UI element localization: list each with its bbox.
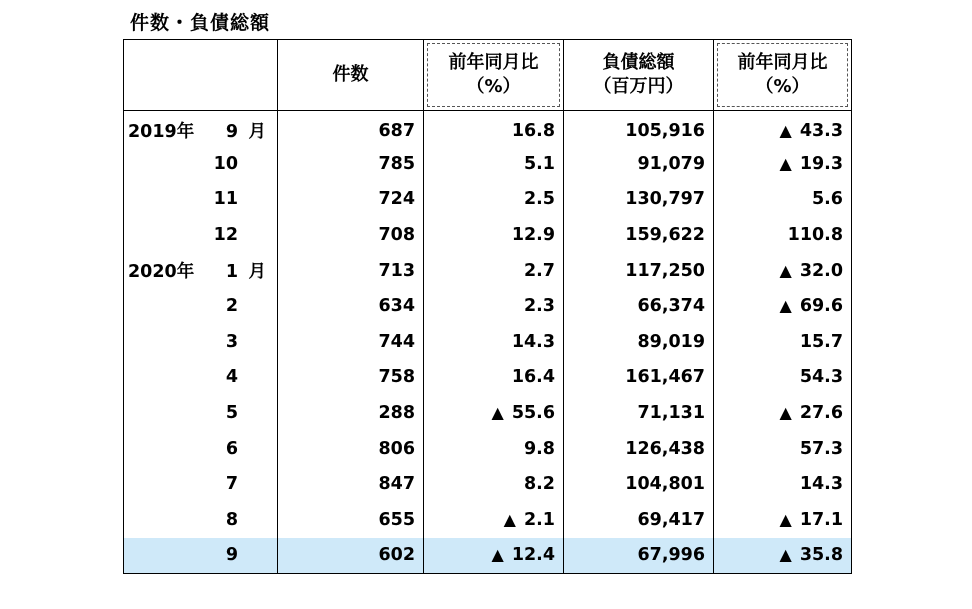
- count-yoy-cell: 2.5: [424, 182, 564, 218]
- header-debt-label: 負債総額: [602, 52, 675, 73]
- debt-yoy-cell: 57.3: [714, 431, 852, 467]
- debt-cell: 105,916: [564, 111, 714, 147]
- count-yoy-cell: 2.7: [424, 253, 564, 289]
- month-label: 7: [225, 474, 238, 495]
- table-row: [124, 431, 852, 467]
- period-cell: [124, 182, 278, 218]
- header-count: 件数: [278, 40, 424, 111]
- period-cell: [124, 253, 278, 289]
- table-row: [124, 253, 852, 289]
- debt-yoy-cell: ▲ 27.6: [714, 395, 852, 431]
- table-title: 件数・負債総額: [130, 12, 271, 34]
- count-cell: 634: [278, 288, 424, 324]
- debt-cell: 161,467: [564, 360, 714, 396]
- month-label: 6: [225, 438, 238, 459]
- month-label: 9: [225, 545, 238, 566]
- debt-cell: 91,079: [564, 146, 714, 182]
- month-label: 12: [213, 225, 238, 246]
- debt-cell: 130,797: [564, 182, 714, 218]
- year-label: 2020年: [128, 262, 195, 283]
- header-debt-yoy-unit: （%）: [755, 76, 810, 97]
- table-row: [124, 146, 852, 182]
- count-yoy-cell: 5.1: [424, 146, 564, 182]
- debt-yoy-cell: ▲ 17.1: [714, 502, 852, 538]
- month-label: 3: [225, 331, 238, 352]
- month-label: 10: [213, 153, 238, 174]
- header-count-yoy: [424, 40, 564, 111]
- debt-yoy-cell: 110.8: [714, 217, 852, 253]
- month-unit: 月: [248, 262, 266, 283]
- debt-cell: 117,250: [564, 253, 714, 289]
- debt-cell: 104,801: [564, 466, 714, 502]
- count-yoy-cell: 16.4: [424, 360, 564, 396]
- period-cell: [124, 146, 278, 182]
- table-row: [124, 538, 852, 574]
- table-row: [124, 217, 852, 253]
- period-cell: [124, 431, 278, 467]
- period-cell: [124, 466, 278, 502]
- count-cell: 602: [278, 538, 424, 574]
- debt-cell: 89,019: [564, 324, 714, 360]
- count-yoy-cell: 14.3: [424, 324, 564, 360]
- year-label: 2019年: [128, 122, 195, 143]
- table-row: [124, 466, 852, 502]
- debt-cell: 126,438: [564, 431, 714, 467]
- count-cell: 713: [278, 253, 424, 289]
- count-yoy-cell: ▲ 55.6: [424, 395, 564, 431]
- debt-yoy-cell: 54.3: [714, 360, 852, 396]
- period-cell: [124, 395, 278, 431]
- period-cell: [124, 217, 278, 253]
- count-cell: 806: [278, 431, 424, 467]
- count-yoy-cell: ▲ 2.1: [424, 502, 564, 538]
- month-label: 11: [213, 189, 238, 210]
- header-period: [124, 40, 278, 111]
- debt-cell: 159,622: [564, 217, 714, 253]
- debt-yoy-cell: ▲ 43.3: [714, 111, 852, 147]
- table-row: [124, 502, 852, 538]
- count-cell: 785: [278, 146, 424, 182]
- count-yoy-cell: 16.8: [424, 111, 564, 147]
- debt-cell: 71,131: [564, 395, 714, 431]
- debt-yoy-cell: ▲ 32.0: [714, 253, 852, 289]
- month-label: 1: [225, 262, 238, 283]
- count-yoy-cell: 9.8: [424, 431, 564, 467]
- month-label: 5: [225, 403, 238, 424]
- header-row: [124, 40, 852, 111]
- count-cell: 744: [278, 324, 424, 360]
- debt-yoy-cell: ▲ 19.3: [714, 146, 852, 182]
- count-cell: 758: [278, 360, 424, 396]
- count-yoy-cell: ▲ 12.4: [424, 538, 564, 574]
- bankruptcy-stats-table: [123, 39, 852, 574]
- month-label: 4: [225, 367, 238, 388]
- debt-yoy-cell: ▲ 69.6: [714, 288, 852, 324]
- header-debt: [564, 40, 714, 111]
- period-cell: [124, 288, 278, 324]
- debt-yoy-cell: ▲ 35.8: [714, 538, 852, 574]
- header-debt-yoy-label: 前年同月比: [737, 52, 828, 73]
- period-cell: [124, 360, 278, 396]
- count-cell: 655: [278, 502, 424, 538]
- period-cell: [124, 502, 278, 538]
- debt-yoy-cell: 5.6: [714, 182, 852, 218]
- debt-yoy-cell: 15.7: [714, 324, 852, 360]
- table-row: [124, 324, 852, 360]
- debt-cell: 66,374: [564, 288, 714, 324]
- month-label: 9: [225, 122, 238, 143]
- table-row: [124, 395, 852, 431]
- header-count-yoy-label: 前年同月比: [448, 52, 539, 73]
- count-cell: 708: [278, 217, 424, 253]
- table-row: [124, 288, 852, 324]
- month-label: 8: [225, 509, 238, 530]
- month-unit: 月: [248, 122, 266, 143]
- header-debt-unit: （百万円）: [593, 76, 684, 97]
- period-cell: [124, 324, 278, 360]
- table-row: [124, 360, 852, 396]
- debt-yoy-cell: 14.3: [714, 466, 852, 502]
- month-label: 2: [225, 296, 238, 317]
- table-row: [124, 182, 852, 218]
- period-cell: [124, 538, 278, 574]
- header-count-yoy-unit: （%）: [466, 76, 521, 97]
- header-debt-yoy: [714, 40, 852, 111]
- count-yoy-cell: 8.2: [424, 466, 564, 502]
- period-cell: [124, 111, 278, 147]
- count-cell: 724: [278, 182, 424, 218]
- count-cell: 847: [278, 466, 424, 502]
- table-row: [124, 111, 852, 147]
- count-cell: 288: [278, 395, 424, 431]
- count-yoy-cell: 2.3: [424, 288, 564, 324]
- count-yoy-cell: 12.9: [424, 217, 564, 253]
- count-cell: 687: [278, 111, 424, 147]
- debt-cell: 69,417: [564, 502, 714, 538]
- debt-cell: 67,996: [564, 538, 714, 574]
